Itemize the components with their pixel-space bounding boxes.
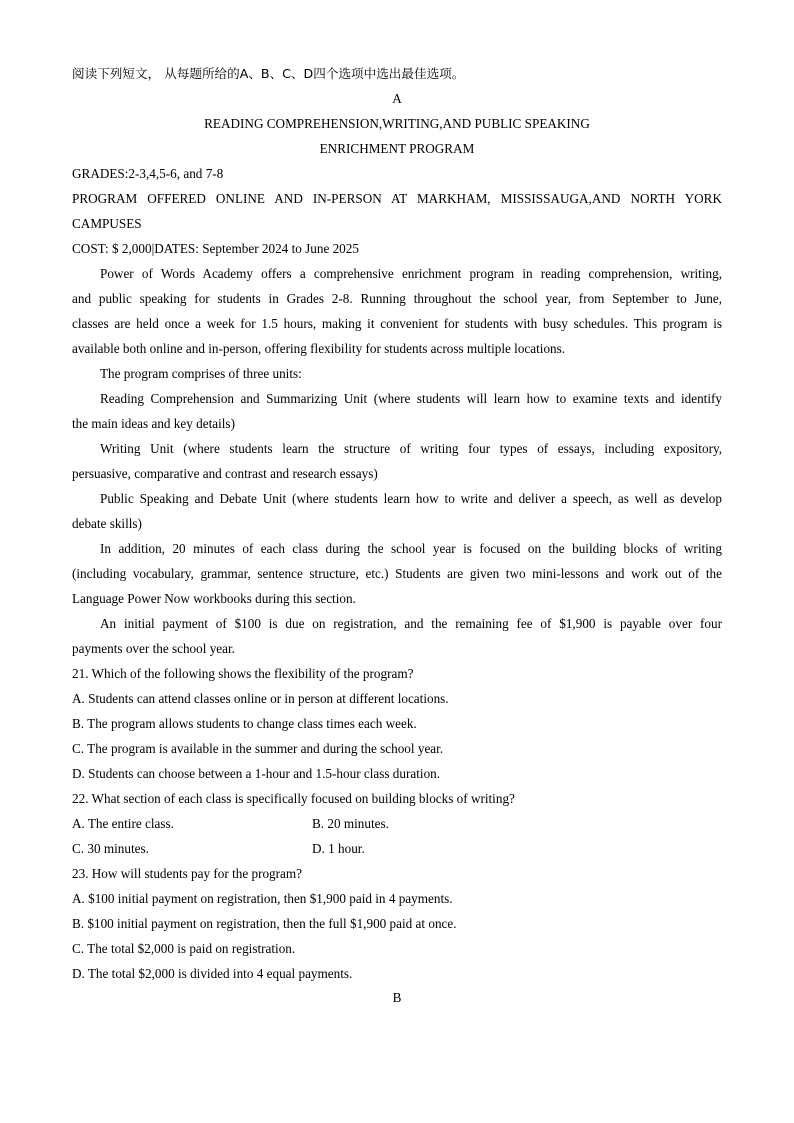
cost-dates-line: COST: $ 2,000|DATES: September 2024 to June 2025 bbox=[72, 241, 359, 256]
question-21-option-b: B. The program allows students to change class times each week. bbox=[72, 716, 417, 731]
question-22-option-c: C. 30 minutes. bbox=[72, 841, 149, 856]
question-23-option-c: C. The total $2,000 is paid on registration. bbox=[72, 941, 296, 956]
program-title-line-2: ENRICHMENT PROGRAM bbox=[319, 141, 475, 156]
unit-3-line-2: debate skills) bbox=[72, 516, 142, 531]
question-22-stem: 22. What section of each class is specifically focused on building blocks of writing? bbox=[72, 791, 515, 806]
unit-1-line-1: Reading Comprehension and Summarizing Unit (where students will learn how to examine texts and identify bbox=[100, 391, 722, 406]
question-22-option-a: A. The entire class. bbox=[72, 816, 174, 831]
question-23-stem: 23. How will students pay for the program? bbox=[72, 866, 303, 881]
paragraph-3-line-3: Language Power Now workbooks during this section. bbox=[72, 591, 356, 606]
grades-line: GRADES:2-3,4,5-6, and 7-8 bbox=[72, 166, 224, 181]
instruction: 阅读下列短文， 从每题所给的A、B、C、D四个选项中选出最佳选项。 bbox=[72, 66, 465, 81]
paragraph-1-line-3: classes are held once a week for 1.5 hours, making it convenient for students with busy schedules. This program is bbox=[72, 316, 722, 331]
paragraph-1-line-2: and public speaking for students in Grades 2-8. Running throughout the school year, from September to June, bbox=[72, 291, 722, 306]
offered-line-1: PROGRAM OFFERED ONLINE AND IN-PERSON AT MARKHAM, MISSISSAUGA,AND NORTH YORK bbox=[72, 191, 722, 206]
paragraph-3-line-1: In addition, 20 minutes of each class during the school year is focused on the building blocks of writing bbox=[100, 541, 722, 556]
unit-3-line-1: Public Speaking and Debate Unit (where students learn how to write and deliver a speech, as well as develop bbox=[100, 491, 722, 506]
paragraph-2: The program comprises of three units: bbox=[100, 366, 302, 381]
question-23-option-b: B. $100 initial payment on registration, then the full $1,900 paid at once. bbox=[72, 916, 457, 931]
section-a-heading: A bbox=[392, 91, 402, 106]
question-23-option-d: D. The total $2,000 is divided into 4 equal payments. bbox=[72, 966, 353, 981]
paragraph-3-line-2: (including vocabulary, grammar, sentence structure, etc.) Students are given two mini-lessons and work out of the bbox=[72, 566, 722, 581]
question-21-option-c: C. The program is available in the summer and during the school year. bbox=[72, 741, 444, 756]
question-21-option-a: A. Students can attend classes online or in person at different locations. bbox=[72, 691, 449, 706]
paragraph-4-line-1: An initial payment of $100 is due on registration, and the remaining fee of $1,900 is payable over four bbox=[100, 616, 722, 631]
paragraph-4-line-2: payments over the school year. bbox=[72, 641, 235, 656]
question-22-row-1 bbox=[72, 811, 722, 836]
question-22-option-d: D. 1 hour. bbox=[312, 841, 365, 856]
question-21-stem: 21. Which of the following shows the flexibility of the program? bbox=[72, 666, 414, 681]
paragraph-1-line-1: Power of Words Academy offers a comprehensive enrichment program in reading comprehension, writing, bbox=[100, 266, 722, 281]
offered-line-2: CAMPUSES bbox=[72, 216, 142, 231]
unit-1-line-2: the main ideas and key details) bbox=[72, 416, 235, 431]
unit-2-line-2: persuasive, comparative and contrast and research essays) bbox=[72, 466, 378, 481]
program-title-line-1: READING COMPREHENSION,WRITING,AND PUBLIC SPEAKING bbox=[204, 116, 590, 131]
section-b-heading: B bbox=[392, 990, 402, 1005]
unit-2-line-1: Writing Unit (where students learn the structure of writing four types of essays, including expository, bbox=[100, 441, 722, 456]
question-21-option-d: D. Students can choose between a 1-hour and 1.5-hour class duration. bbox=[72, 766, 441, 781]
paragraph-1-line-4: available both online and in-person, offering flexibility for students across multiple locations. bbox=[72, 341, 566, 356]
question-23-option-a: A. $100 initial payment on registration, then $1,900 paid in 4 payments. bbox=[72, 891, 453, 906]
question-22-option-b: B. 20 minutes. bbox=[312, 816, 389, 831]
question-22-row-2 bbox=[72, 836, 722, 861]
